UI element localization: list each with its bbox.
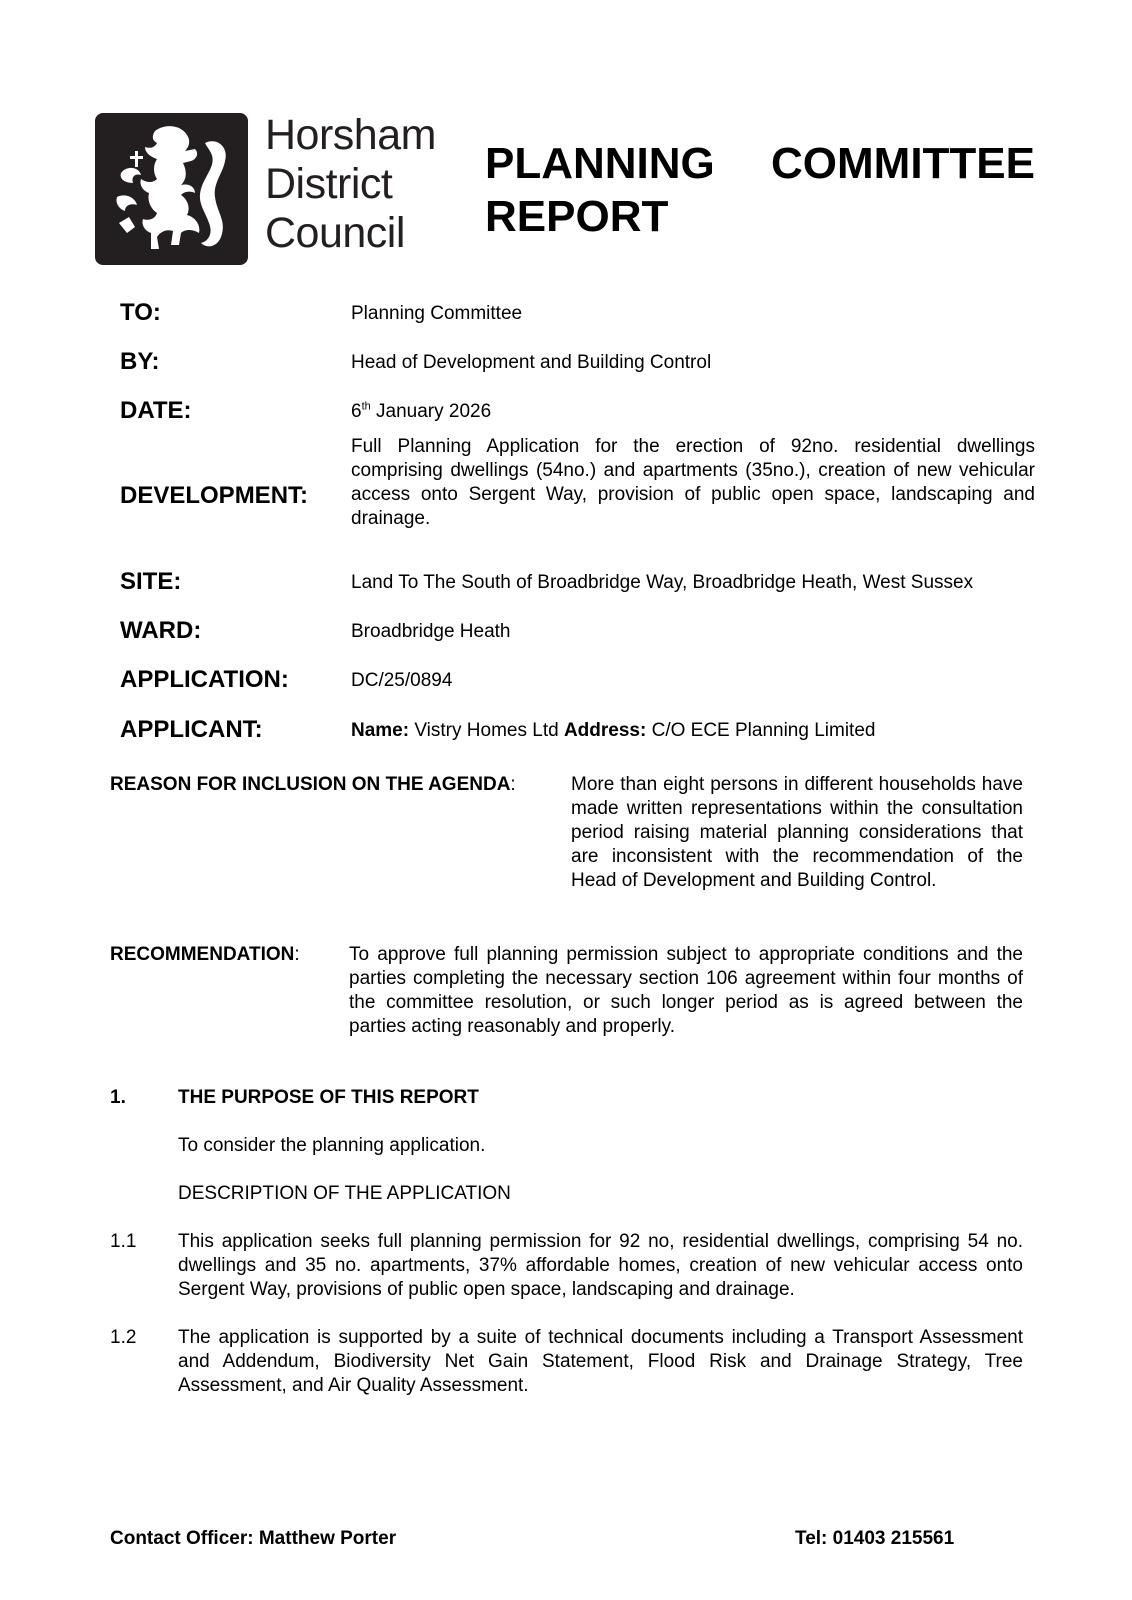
recommendation-text: To approve full planning permission subject to appropriate conditions and the parties completing the necessary section 106 agreement within four months of the committee resolution, or such longer period as is agreed between the parties acting reasonably and properly. <box>349 944 1023 1037</box>
reason-label <box>110 773 516 797</box>
title-word-committee: COMMITTEE <box>771 139 1035 188</box>
logo-line-horsham: Horsham <box>265 111 436 159</box>
recommendation-label <box>110 943 300 967</box>
report-title <box>485 137 1035 243</box>
ward-label: WARD: <box>120 617 202 644</box>
by-label: BY: <box>120 348 160 375</box>
logo-line-council: Council <box>265 209 405 257</box>
date-value <box>351 400 491 424</box>
to-value: Planning Committee <box>351 303 523 324</box>
lion-crest-icon <box>95 113 248 265</box>
council-logo <box>95 113 465 265</box>
title-word-planning: PLANNING <box>485 139 715 188</box>
applicant-name-label: Name: <box>351 720 410 741</box>
recommendation-colon: : <box>294 944 300 965</box>
paragraph-number: 1.2 <box>110 1327 137 1348</box>
date-rest: January 2026 <box>370 401 492 422</box>
section-heading: THE PURPOSE OF THIS REPORT <box>178 1087 479 1108</box>
site-label: SITE: <box>120 568 182 595</box>
council-name <box>265 111 436 258</box>
to-label: TO: <box>120 299 161 326</box>
applicant-name: Vistry Homes Ltd <box>409 720 564 741</box>
paragraph-text: This application seeks full planning permission for 92 no, residential dwellings, comprising 54 no. dwellings and 35 no. apartments, 37% affordable homes, creation of new vehicular access onto Sergent Way, provisions of public open space, landscaping and drainage. <box>178 1231 1023 1300</box>
development-value: Full Planning Application for the erection of 92no. residential dwellings comprising dwellings (54no.) and apartments (35no.), creation of new vehicular access onto Sergent Way, provision of public open space, landscaping and drainage. <box>351 436 1035 529</box>
paragraph-number: 1.1 <box>110 1231 137 1252</box>
applicant-label: APPLICANT: <box>120 716 263 743</box>
applicant-address-label: Address: <box>563 720 647 741</box>
date-suffix: th <box>361 400 371 413</box>
applicant-address: C/O ECE Planning Limited <box>646 720 876 741</box>
applicant-value <box>351 719 875 743</box>
development-label: DEVELOPMENT: <box>120 482 309 509</box>
purpose-text: To consider the planning application. <box>178 1135 486 1156</box>
contact-tel: Tel: 01403 215561 <box>795 1528 955 1549</box>
description-subheading: DESCRIPTION OF THE APPLICATION <box>178 1183 511 1204</box>
recommendation-label-text: RECOMMENDATION <box>110 944 295 965</box>
application-value: DC/25/0894 <box>351 670 453 691</box>
ward-value: Broadbridge Heath <box>351 621 511 642</box>
application-label: APPLICATION: <box>120 666 289 693</box>
reason-text: More than eight persons in different households have made written representations within the consultation period raising material planning considerations that are inconsistent with the recommendation of the Head of Development and Building Control. <box>571 774 1023 891</box>
paragraph-text: The application is supported by a suite of technical documents including a Transport Assessment and Addendum, Biodiversity Net Gain Statement, Flood Risk and Drainage Strategy, Tree Assessment, and Air Quality Assessment. <box>178 1327 1023 1396</box>
by-value: Head of Development and Building Control <box>351 352 712 373</box>
site-value: Land To The South of Broadbridge Way, Broadbridge Heath, West Sussex <box>351 572 974 593</box>
reason-label-text: REASON FOR INCLUSION ON THE AGENDA <box>110 774 511 795</box>
contact-officer: Contact Officer: Matthew Porter <box>110 1528 397 1549</box>
date-label: DATE: <box>120 397 192 424</box>
date-day: 6 <box>351 401 362 422</box>
logo-line-district: District <box>265 160 393 208</box>
title-word-report: REPORT <box>485 192 669 241</box>
reason-colon: : <box>510 774 516 795</box>
section-number: 1. <box>110 1087 126 1108</box>
